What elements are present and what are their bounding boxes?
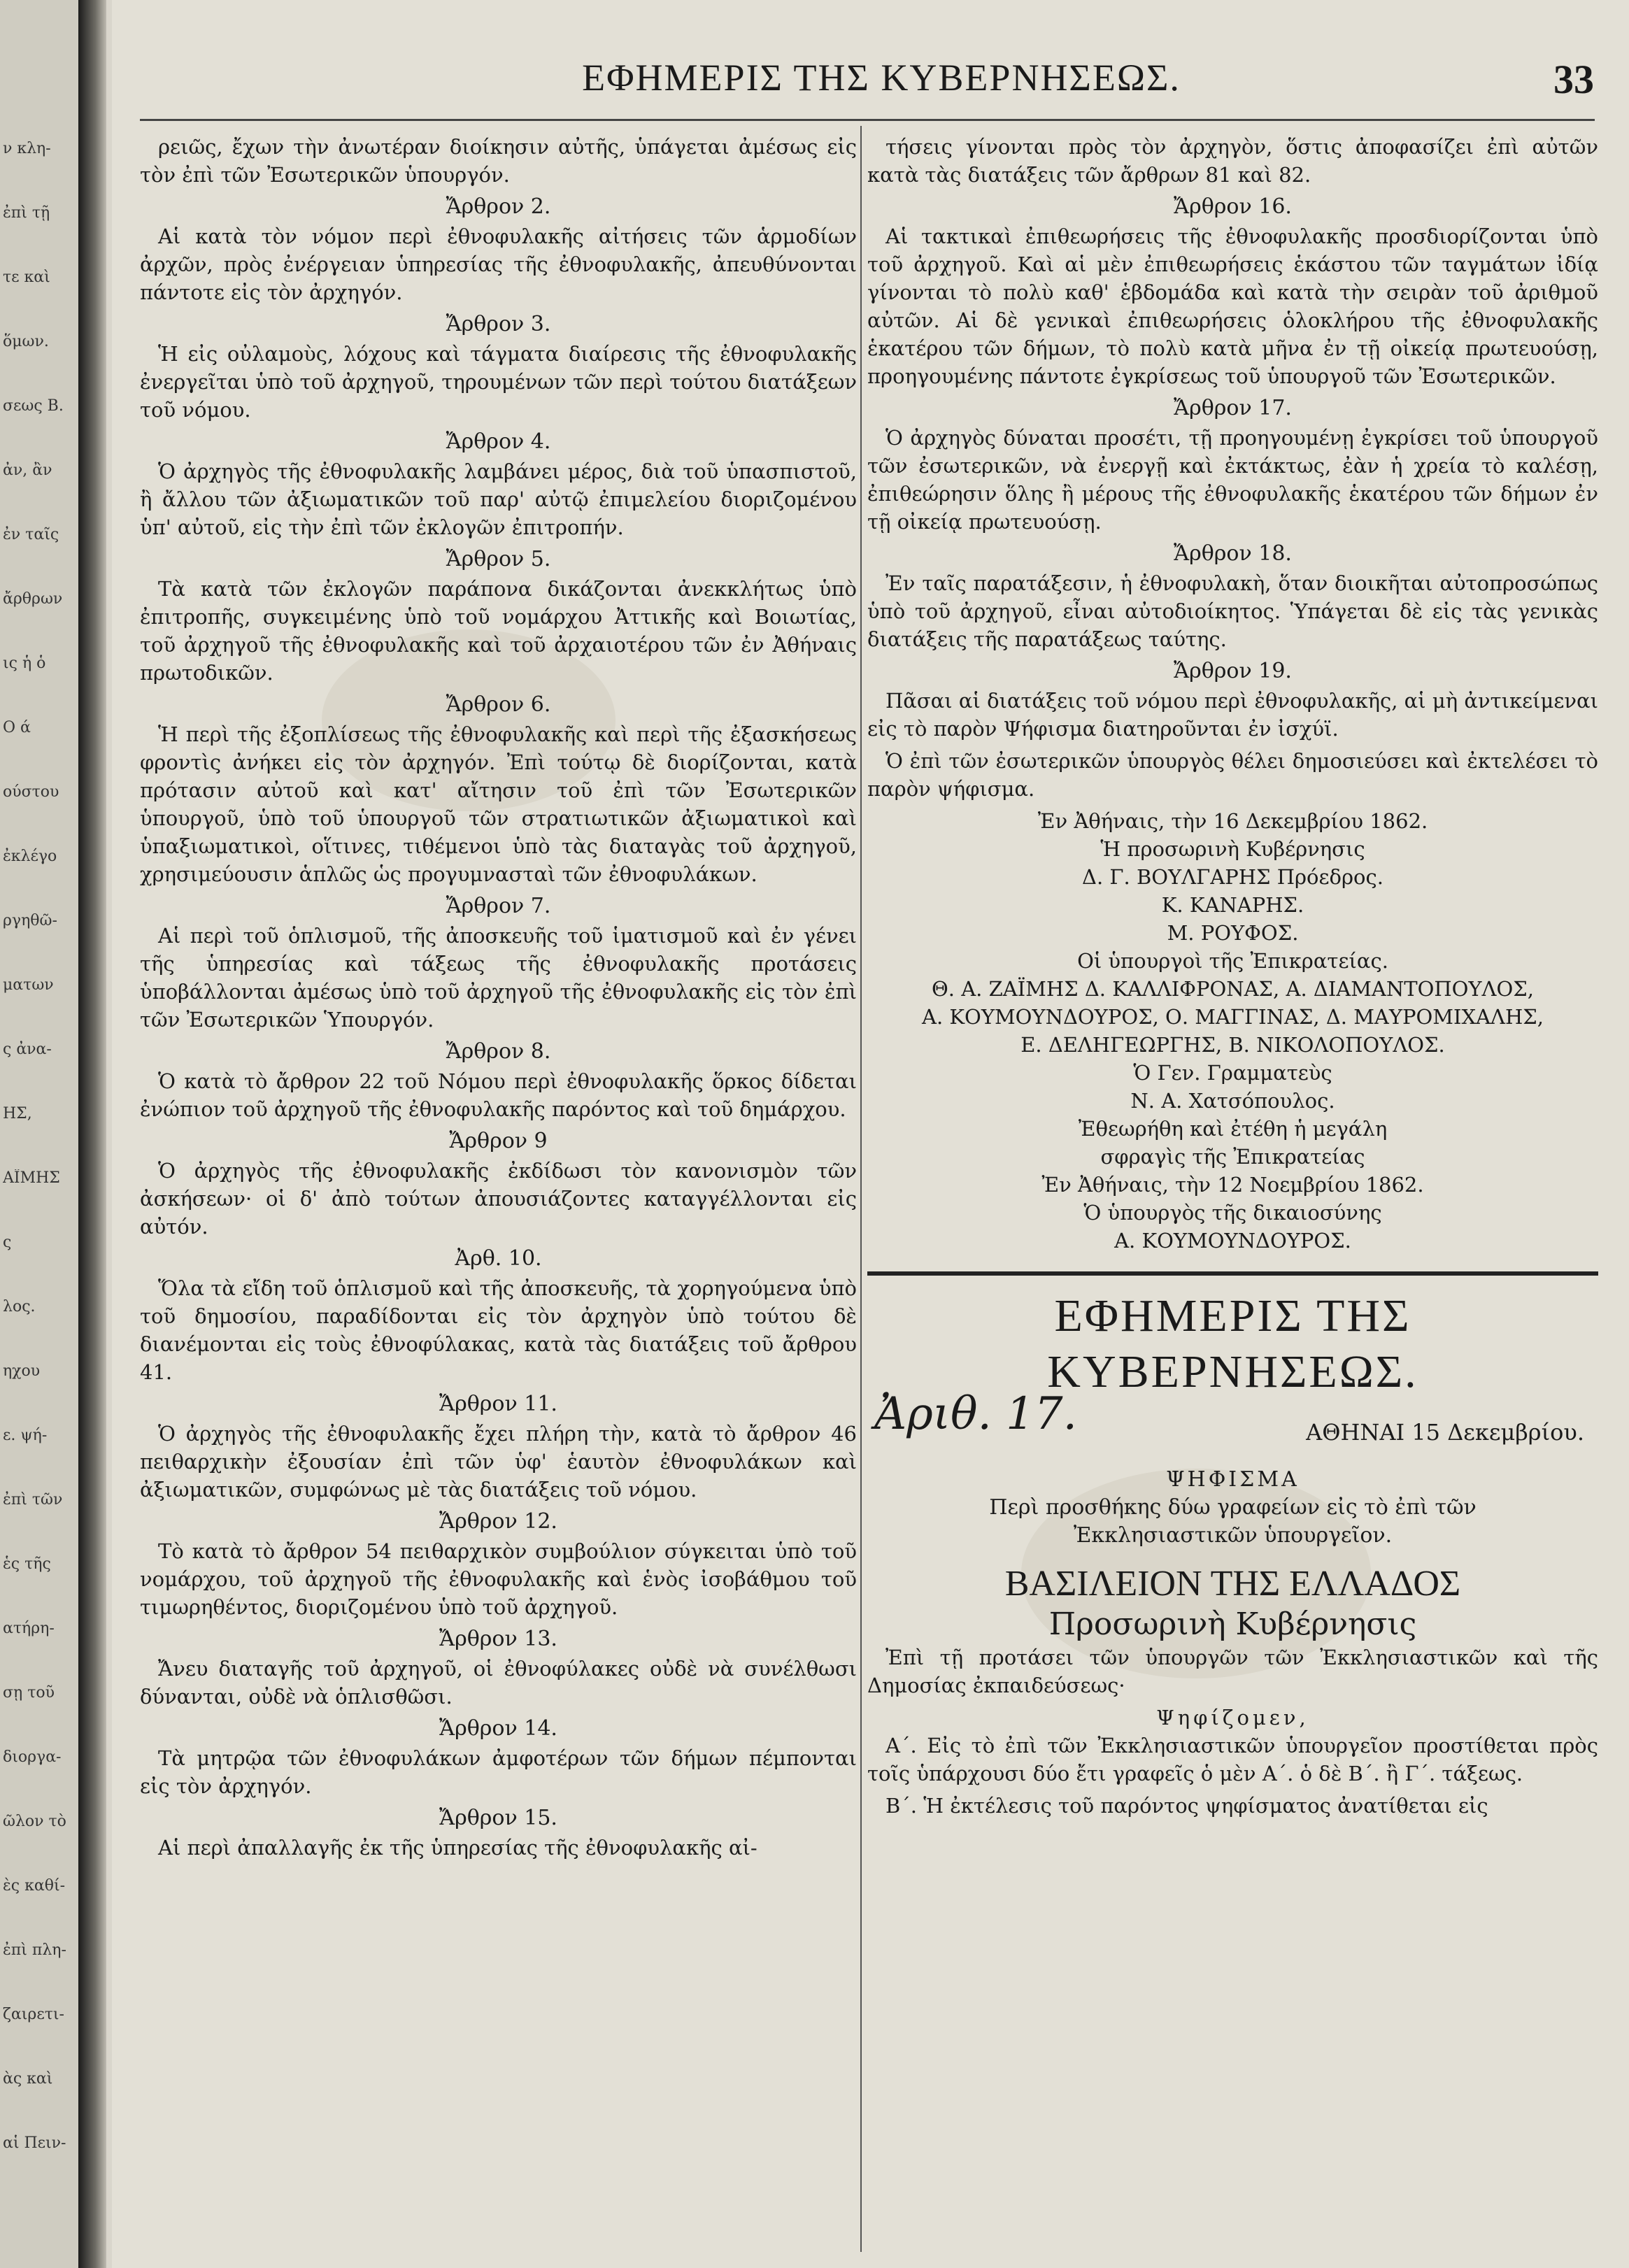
- article-heading: Ἀρθ. 10.: [455, 1246, 542, 1271]
- signature-line: Θ. Α. ΖΑΪΜΗΣ Δ. ΚΑΛΛΙΦΡΟΝΑΣ, Α. ΔΙΑΜΑΝΤΟΠΟΥΛΟΣ,: [932, 977, 1534, 1001]
- signature-line: Ἐν Ἀθήναις, τὴν 16 Δεκεμβρίου 1862.: [1037, 809, 1428, 833]
- facing-page-text-fragment: ἐπὶ τῶν: [3, 1491, 63, 1509]
- facing-page-text-fragment: ούστου: [3, 783, 59, 801]
- facing-page-text-fragment: ἐν ταῖς: [3, 526, 59, 543]
- article-paragraph: Ἡ περὶ τῆς ἐξοπλίσεως τῆς ἐθνοφυλακῆς καὶ περὶ τῆς ἐξασκήσεως φροντὶς ἀνήκει εἰς τὸν ἀρχηγόν. Ἐπὶ τούτῳ δὲ διορίζονται, κατὰ πρότασιν αὐτοῦ καὶ κατ' αἴτησιν τοῦ ἐπὶ τῶν Ἐσωτερικῶν ὑπουργοῦ, ὑπὸ τοῦ ὑπουργοῦ τῶν στρατιωτικῶν ἀξιωματικοὶ καὶ ὑπαξιωματικοὶ, οἵτινες, τιθέμενοι ὑπὸ τὰς διαταγὰς τοῦ ἀρχηγοῦ, χρησιμεύουσιν ἁπλῶς ὡς προγυμνασταὶ τῶν ἐθνοφυλάκων.: [140, 722, 857, 886]
- facing-page-text-fragment: ΑΪΜΗΣ: [3, 1169, 60, 1187]
- decree-continuation: [867, 133, 1598, 1255]
- article-heading: Ἄρθρον 16.: [1174, 194, 1292, 219]
- facing-page-text-fragment: ὅμων.: [3, 333, 49, 350]
- facing-page-text-fragment: ὰς καὶ: [3, 2070, 53, 2088]
- decree-subject: Περὶ προσθήκης δύω γραφείων εἰς τὸ ἐπὶ τῶν Ἐκκλησιαστικῶν ὑπουργεῖον.: [989, 1495, 1477, 1548]
- facing-page-text-fragment: ἐκλέγο: [3, 848, 57, 865]
- signature-line: Ἐν Ἀθήναις, τὴν 12 Νοεμβρίου 1862.: [1041, 1173, 1424, 1197]
- article-paragraph: Αἱ κατὰ τὸν νόμον περὶ ἐθνοφυλακῆς αἰτήσεις τῶν ἁρμοδίων ἀρχῶν, πρὸς ἐνέργειαν ὑπηρεσίας τῆς ἐθνοφυλακῆς, ἀπευθύνονται πάντοτε εἰς τὸν ἀρχηγόν.: [140, 224, 857, 304]
- facing-page-text-fragment: ἐπὶ πλη-: [3, 1941, 66, 1959]
- facing-page-text-fragment: ς: [3, 1234, 12, 1251]
- signature-line: Οἱ ὑπουργοὶ τῆς Ἐπικρατείας.: [1077, 949, 1388, 973]
- column-divider: [860, 126, 862, 2252]
- book-spine-shadow: [78, 0, 106, 2268]
- issue-number: Ἀριθ. 17.: [874, 1388, 1077, 1440]
- signature-line: Ν. Α. Χατσόπουλος.: [1130, 1089, 1335, 1113]
- facing-page-text-fragment: ῶλον τὸ: [3, 1813, 66, 1830]
- article-paragraph: Αἱ περὶ τοῦ ὁπλισμοῦ, τῆς ἀποσκευῆς τοῦ ἱματισμοῦ καὶ ἐν γένει τῆς ὑπηρεσίας καὶ τάξεως τῆς ἐθνοφυλακῆς προτάσεις ὑποβάλλονται ἀμέσως ὑπὸ τοῦ ἀρχηγοῦ τῆς ἐθνοφυλακῆς εἰς τὸν ἐπὶ τῶν Ἐσωτερικῶν Ὑπουργόν.: [140, 924, 857, 1032]
- article-heading: Ἄρθρον 5.: [446, 547, 551, 571]
- facing-page-text-fragment: ς ἀνα-: [3, 1041, 52, 1058]
- decree-clause-a: Α΄. Εἰς τὸ ἐπὶ τῶν Ἐκκλησιαστικῶν ὑπουργεῖον προστίθεται πρὸς τοῖς ὑπάρχουσι δύο ἔτι γραφεῖς ὁ μὲν Α΄. ὁ δὲ Β΄. ἢ Γ΄. τάξεως.: [867, 1734, 1598, 1785]
- article-heading: Ἄρθρον 11.: [439, 1392, 557, 1416]
- signature-line: Μ. ΡΟΥΦΟΣ.: [1167, 921, 1299, 945]
- article-paragraph: Ὁ ἀρχηγὸς τῆς ἐθνοφυλακῆς ἔχει πλήρη τὴν, κατὰ τὸ ἄρθρον 46 πειθαρχικὴν ἐξουσίαν ἐπὶ τῶν ὑφ' ἑαυτὸν ἐθνοφυλάκων καὶ ἀξιωματικῶν, συμφώνως μὲ τὰς διατάξεις τοῦ νόμου.: [140, 1422, 857, 1502]
- article-paragraph: Αἱ τακτικαὶ ἐπιθεωρήσεις τῆς ἐθνοφυλακῆς προσδιορίζονται ὑπὸ τοῦ ἀρχηγοῦ. Καὶ αἱ μὲν ἐπιθεωρήσεις ἑκάστου τῶν ταγμάτων ἰδίᾳ γίνονται τὸ πολὺ καθ' ἑβδομάδα καὶ κατὰ τὴν σειρὰν τοῦ ἀριθμοῦ αὐτῶν. Αἱ δὲ γενικαὶ ἐπιθεωρήσεις ὁλοκλήρου τῆς ἐθνοφυλακῆς ἑκατέρου τῶν δήμων, τὸ πολὺ κατὰ μῆνα ἐν τῇ οἰκείᾳ πρωτευούσῃ, προηγουμένης πάντοτε ἐγκρίσεως τοῦ ὑπουργοῦ τῶν Ἐσωτερικῶν.: [867, 224, 1598, 388]
- article-paragraph: Ὁ ἀρχηγὸς τῆς ἐθνοφυλακῆς λαμβάνει μέρος, διὰ τοῦ ὑπασπιστοῦ, ἢ ἄλλου τῶν ἀξιωματικῶν τοῦ παρ' αὐτῷ ἐπιμελείου διοριζομένου ὑπ' αὐτοῦ, εἰς τὴν ἐπὶ τῶν ἐκλογῶν ἐπιτροπήν.: [140, 459, 857, 539]
- signature-line: Δ. Γ. ΒΟΥΛΓΑΡΗΣ Πρόεδρος.: [1082, 865, 1383, 889]
- article-paragraph: Τὸ κατὰ τὸ ἄρθρον 54 πειθαρχικὸν συμβούλιον σύγκειται ὑπὸ τοῦ νομάρχου, τοῦ ἀρχηγοῦ τῆς ἐθνοφυλακῆς καὶ ἑνὸς ἰσοβάθμου τοῦ τιμωρηθέντος, διοριζομένου ὑπὸ τοῦ ἀρχηγοῦ.: [140, 1539, 857, 1619]
- article-heading: Ἄρθρον 13.: [439, 1627, 557, 1651]
- facing-page-text-fragment: ἄρθρων: [3, 590, 63, 608]
- facing-page-text-fragment: ματων: [3, 976, 54, 994]
- facing-page-text-fragment: λος.: [3, 1298, 36, 1315]
- issue-info: [867, 1388, 1598, 1456]
- signature-line: Ὁ Γεν. Γραμματεὺς: [1133, 1061, 1332, 1085]
- article-heading: Ἄρθρον 7.: [446, 894, 551, 918]
- signature-line: Ε. ΔΕΛΗΓΕΩΡΓΗΣ, Β. ΝΙΚΟΛΟΠΟΥΛΟΣ.: [1020, 1033, 1445, 1057]
- article-heading: Ἄρθρον 3.: [446, 312, 551, 336]
- article-heading: Ἄρθρον 17.: [1174, 396, 1292, 420]
- facing-page-text-fragment: σεως Β.: [3, 397, 64, 415]
- article-paragraph: Ὁ κατὰ τὸ ἄρθρον 22 τοῦ Νόμου περὶ ἐθνοφυλακῆς ὅρκος δίδεται ἐνώπιον τοῦ ἀρχηγοῦ τῆς ἐθνοφυλακῆς παρόντος καὶ τοῦ δημάρχου.: [140, 1069, 857, 1121]
- article-paragraph: Ἡ εἰς οὐλαμοὺς, λόχους καὶ τάγματα διαίρεσις τῆς ἐθνοφυλακῆς ἐνεργεῖται ὑπὸ τοῦ ἀρχηγοῦ, τηρουμένων τῶν περὶ τούτου διατάξεων τοῦ νόμου.: [140, 342, 857, 422]
- article-heading: Ἄρθρον 9: [449, 1129, 548, 1153]
- article-heading: Ἄρθρον 19.: [1174, 659, 1292, 683]
- facing-page-text-fragment: ε. ψή-: [3, 1427, 48, 1444]
- facing-page-text-fragment: ηχου: [3, 1362, 41, 1380]
- decree-preamble: Ἐπὶ τῇ προτάσει τῶν ὑπουργῶν τῶν Ἐκκλησιαστικῶν καὶ τῆς Δημοσίας ἐκπαιδεύσεως·: [867, 1646, 1598, 1697]
- article-paragraph: Ἐν ταῖς παρατάξεσιν, ἡ ἐθνοφυλακὴ, ὅταν διοικῆται αὐτοπροσώπως ὑπὸ τοῦ ἀρχηγοῦ, εἶναι αὐτοδιοίκητος. Ὑπάγεται δὲ εἰς τὰς γενικὰς διατάξεις τῆς παρατάξεως ταύτης.: [867, 571, 1598, 651]
- article-heading: Ἄρθρον 8.: [446, 1039, 551, 1064]
- article-paragraph: Ὁ ἀρχηγὸς τῆς ἐθνοφυλακῆς ἐκδίδωσι τὸν κανονισμὸν τῶν ἀσκήσεων· οἱ δ' ἀπὸ τούτων ἀπουσιάζοντες καταγγέλλονται εἰς αὐτόν.: [140, 1159, 857, 1239]
- facing-page-text-fragment: ΗΣ,: [3, 1105, 32, 1122]
- article-paragraph: Ἄνευ διαταγῆς τοῦ ἀρχηγοῦ, οἱ ἐθνοφύλακες οὐδὲ νὰ συνέλθωσι δύνανται, οὐδὲ νὰ ὁπλισθῶσι.: [140, 1657, 857, 1709]
- article-heading: Ἄρθρον 12.: [439, 1509, 557, 1534]
- article-paragraph: Αἱ περὶ ἀπαλλαγῆς ἐκ τῆς ὑπηρεσίας τῆς ἐθνοφυλακῆς αἰ-: [158, 1836, 757, 1860]
- facing-page-text-fragment: ἑς τῆς: [3, 1555, 51, 1573]
- article-paragraph: Ὁ ἐπὶ τῶν ἐσωτερικῶν ὑπουργὸς θέλει δημοσιεύσει καὶ ἐκτελέσει τὸ παρὸν ψήφισμα.: [867, 749, 1598, 801]
- newspaper-page: [112, 0, 1629, 2268]
- facing-page-text-fragment: ζαιρετι-: [3, 2006, 64, 2023]
- issue-separator-rule: [867, 1271, 1598, 1276]
- article-paragraph: Τὰ μητρῷα τῶν ἐθνοφυλάκων ἀμφοτέρων τῶν δήμων πέμπονται εἰς τὸν ἀρχηγόν.: [140, 1746, 857, 1798]
- article-paragraph: Ὁ ἀρχηγὸς δύναται προσέτι, τῇ προηγουμένῃ ἐγκρίσει τοῦ ὑπουργοῦ τῶν ἐσωτερικῶν, νὰ ἐνεργῇ καὶ ἐκτάκτως, ἐὰν ἡ χρεία τὸ καλέσῃ, ἐπιθεώρησιν ὅλης ἢ μέρους τῆς ἐθνοφυλακῆς ἑκατέρου τῶν δήμων ἐν τῇ οἰκείᾳ πρωτευούσῃ.: [867, 426, 1598, 534]
- gazette-masthead: ΕΦΗΜΕΡΙΣ ΤΗΣ ΚΥΒΕΡΝΗΣΕΩΣ.: [1047, 1290, 1418, 1397]
- facing-page-text-fragment: αἱ Πειν-: [3, 2134, 66, 2152]
- signature-line: Α. ΚΟΥΜΟΥΝΔΟΥΡΟΣ, Ο. ΜΑΓΓΙΝΑΣ, Δ. ΜΑΥΡΟΜΙΧΑΛΗΣ,: [922, 1005, 1544, 1029]
- signature-line: σφραγὶς τῆς Ἐπικρατείας: [1100, 1145, 1365, 1169]
- facing-page-text-fragment: σῃ τοῦ: [3, 1684, 55, 1702]
- facing-page-text-fragment: ργηθῶ-: [3, 912, 57, 929]
- signature-line: Ἡ προσωρινὴ Κυβέρνησις: [1100, 837, 1365, 861]
- facing-page-text-fragment: ατήρη-: [3, 1620, 55, 1637]
- article-paragraph: Τὰ κατὰ τῶν ἐκλογῶν παράπονα δικάζονται ἀνεκκλήτως ὑπὸ ἐπιτροπῆς, συγκειμένης ὑπὸ τοῦ νομάρχου Ἀττικῆς καὶ Βοιωτίας, τοῦ ἀρχηγοῦ τῆς ἐθνοφυλακῆς καὶ τοῦ ἀρχαιοτέρου τῶν ἐν Ἀθήναις πρωτοδικῶν.: [140, 577, 857, 685]
- article-paragraph: Ὅλα τὰ εἴδη τοῦ ὁπλισμοῦ καὶ τῆς ἀποσκευῆς, τὰ χορηγούμενα ὑπὸ τοῦ δημοσίου, παραδίδονται εἰς τὸν ἀρχηγὸν ὑπὸ τούτου δὲ διανέμονται εἰς τοὺς ἐθνοφύλακας, κατὰ τὰς διατάξεις τοῦ ἄρθρου 41.: [140, 1276, 857, 1384]
- left-column: [140, 133, 857, 1866]
- article-heading: Ἄρθρον 6.: [446, 692, 551, 717]
- facing-page-text-fragment: διοργα-: [3, 1748, 62, 1766]
- facing-page-text-fragment: ἐπὶ τῇ: [3, 204, 50, 222]
- article-heading: Ἄρθρον 15.: [439, 1806, 557, 1830]
- article-heading: Ἄρθρον 2.: [446, 194, 551, 219]
- facing-page-text-fragment: ν κλη-: [3, 140, 51, 157]
- signature-line: Κ. ΚΑΝΑΡΗΣ.: [1161, 893, 1304, 917]
- article-paragraph: ρειῶς, ἔχων τὴν ἀνωτέραν διοίκησιν αὐτῆς, ὑπάγεται ἀμέσως εἰς τὸν ἐπὶ τῶν Ἐσωτερικῶν ὑπουργόν.: [140, 135, 857, 187]
- page-number: 33: [1553, 57, 1594, 102]
- facing-page-text-fragment: ὲς καθί-: [3, 1877, 66, 1895]
- facing-page-text-fragment: Ο ά: [3, 719, 31, 736]
- signature-line: Ἐθεωρήθη καὶ ἐτέθη ἡ μεγάλη: [1078, 1117, 1388, 1141]
- article-paragraph: τήσεις γίνονται πρὸς τὸν ἀρχηγὸν, ὅστις ἀποφασίζει ἐπὶ αὐτῶν κατὰ τὰς διατάξεις τῶν ἄρθρων 81 καὶ 82.: [867, 135, 1598, 187]
- article-paragraph: Πᾶσαι αἱ διατάξεις τοῦ νόμου περὶ ἐθνοφυλακῆς, αἱ μὴ ἀντικείμεναι εἰς τὸ παρὸν Ψήφισμα διατηροῦνται ἐν ἰσχύϊ.: [867, 689, 1598, 741]
- facing-page-text-fragment: ἀν, ἂν: [3, 462, 52, 479]
- article-heading: Ἄρθρον 4.: [446, 429, 551, 454]
- page-header-title: ΕΦΗΜΕΡΙΣ ΤΗΣ ΚΥΒΕΡΝΗΣΕΩΣ.: [582, 57, 1181, 99]
- signature-line: Ὁ ὑπουργὸς τῆς δικαιοσύνης: [1083, 1201, 1382, 1225]
- facing-page-text-fragment: τε καὶ: [3, 269, 50, 286]
- facing-page-text-fragment: ις ἡ ὁ: [3, 655, 46, 672]
- kingdom-heading: ΒΑΣΙΛΕΙΟΝ ΤΗΣ ΕΛΛΑΔΟΣ: [1004, 1564, 1461, 1604]
- previous-page-margin: [0, 0, 80, 2268]
- header-rule: [140, 119, 1595, 121]
- decree-verb: Ψηφίζομεν,: [1156, 1706, 1309, 1729]
- signature-line: Α. ΚΟΥΜΟΥΝΔΟΥΡΟΣ.: [1114, 1229, 1351, 1253]
- right-column: [867, 133, 1598, 1824]
- decree-clause-b: Β΄. Ἡ ἐκτέλεσις τοῦ παρόντος ψηφίσματος ἀνατίθεται εἰς: [885, 1794, 1488, 1818]
- article-heading: Ἄρθρον 14.: [439, 1716, 557, 1741]
- decree-heading: ΨΗΦΙΣΜΑ: [1166, 1467, 1300, 1492]
- provisional-government-heading: Προσωρινὴ Κυβέρνησις: [1048, 1606, 1417, 1642]
- issue-date: ΑΘΗΝΑΙ 15 Δεκεμβρίου.: [1306, 1419, 1584, 1446]
- article-heading: Ἄρθρον 18.: [1174, 541, 1292, 566]
